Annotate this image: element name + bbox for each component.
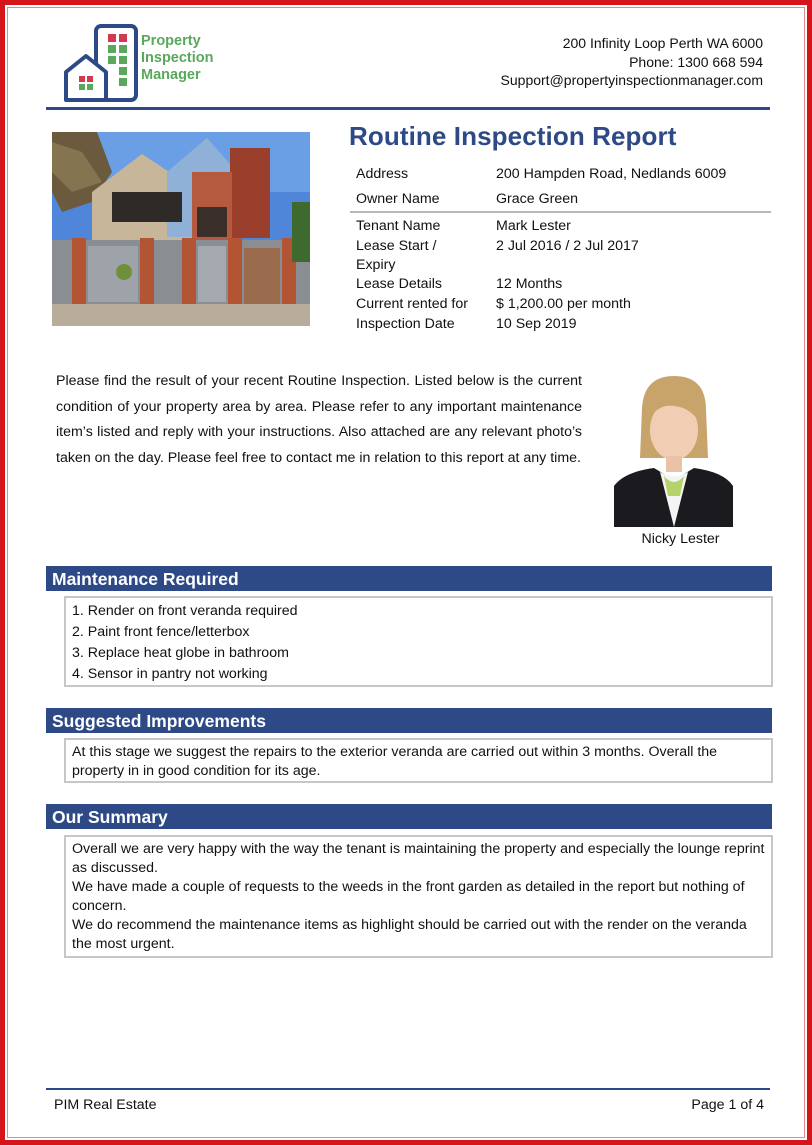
maintenance-list: [64, 596, 773, 687]
improvements-text: At this stage we suggest the repairs to the exterior veranda are carried out within 3 months. Overall the property in in good condition for its age.: [72, 744, 718, 779]
detail-label: Owner Name: [356, 191, 440, 207]
detail-value: 2 Jul 2016 / 2 Jul 2017: [496, 238, 639, 254]
list-item: 2. Paint front fence/letterbox: [72, 624, 250, 640]
maintenance-heading: Maintenance Required: [46, 566, 772, 591]
property-photo: [52, 132, 310, 326]
detail-value: 10 Sep 2019: [496, 316, 577, 332]
footer-company: PIM Real Estate: [54, 1097, 157, 1113]
report-title: Routine Inspection Report: [349, 121, 677, 151]
details-divider: [350, 211, 771, 213]
footer-rule: [46, 1088, 770, 1090]
detail-label: Current rented for: [356, 296, 468, 312]
detail-label: Inspection Date: [356, 316, 455, 332]
agent-photo: [614, 368, 733, 527]
summary-box: [64, 835, 773, 958]
detail-value: Grace Green: [496, 191, 579, 207]
summary-heading: Our Summary: [46, 804, 772, 829]
detail-value: $ 1,200.00 per month: [496, 296, 631, 312]
detail-label: Address: [356, 166, 409, 182]
improvements-heading: Suggested Improvements: [46, 708, 772, 733]
list-item: 4. Sensor in pantry not working: [72, 666, 268, 682]
logo-wordmark: Property Inspection Manager: [141, 33, 214, 83]
detail-value: 200 Hampden Road, Nedlands 6009: [496, 166, 727, 182]
detail-value: Mark Lester: [496, 218, 571, 234]
detail-label: Tenant Name: [356, 218, 441, 234]
list-item: 1. Render on front veranda required: [72, 603, 298, 619]
contact-email[interactable]: Support@propertyinspectionmanager.com: [500, 72, 763, 88]
intro-paragraph: Please find the result of your recent Routine Inspection. Listed below is the current condition of your property area by area. Please refer to any important maintenance item’s listed and reply with your instructions. Also attached are any relevant photo’s taken on the day. Please feel free to contact me in relation to this report at any time.: [56, 373, 582, 466]
contact-block: [501, 34, 763, 90]
summary-paragraph: We do recommend the maintenance items as highlight should be carried out with the render on the veranda the most urgent.: [72, 917, 747, 952]
header-rule: [46, 107, 770, 110]
summary-paragraph: We have made a couple of requests to the weeds in the front garden as detailed in the report but nothing of concern.: [72, 879, 745, 914]
summary-paragraph: Overall we are very happy with the way the tenant is maintaining the property and especially the lounge reprint as discussed.: [72, 841, 765, 876]
detail-value: 12 Months: [496, 276, 563, 292]
contact-address: 200 Infinity Loop Perth WA 6000: [562, 35, 763, 51]
page-number: Page 1 of 4: [691, 1097, 764, 1113]
agent-name: Nicky Lester: [641, 531, 720, 547]
contact-phone: Phone: 1300 668 594: [629, 53, 763, 70]
improvements-box: [64, 738, 773, 783]
detail-label: Lease Details: [356, 276, 442, 292]
detail-label: Lease Start / Expiry: [356, 238, 437, 273]
list-item: 3. Replace heat globe in bathroom: [72, 645, 289, 661]
